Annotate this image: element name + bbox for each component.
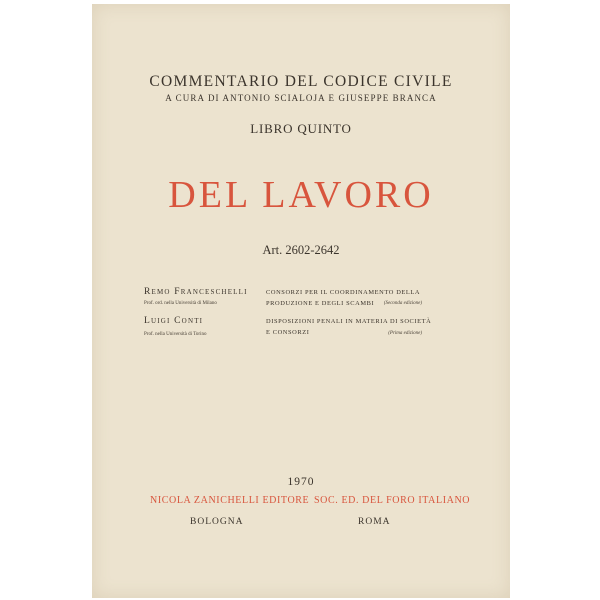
title-page <box>92 4 510 598</box>
publisher-city: BOLOGNA <box>190 517 244 527</box>
work-title-line: E CONSORZI <box>266 329 310 336</box>
edition-note: (Prima edizione) <box>388 331 422 336</box>
publisher-name: SOC. ED. DEL FORO ITALIANO <box>314 495 471 506</box>
article-range: Art. 2602-2642 <box>262 243 340 257</box>
series-editors: A CURA DI ANTONIO SCIALOJA E GIUSEPPE BRANCA <box>165 93 437 103</box>
author-affiliation: Prof. nella Università di Torino <box>144 332 207 337</box>
publisher-name: NICOLA ZANICHELLI EDITORE <box>150 495 310 506</box>
publisher-city: ROMA <box>358 517 391 527</box>
work-title-line: DISPOSIZIONI PENALI IN MATERIA DI SOCIETÀ <box>266 318 432 325</box>
work-title-line: CONSORZI PER IL COORDINAMENTO DELLA <box>266 289 421 296</box>
work-title-line: PRODUZIONE E DEGLI SCAMBI <box>266 300 375 307</box>
author-affiliation: Prof. ord. nella Università di Milano <box>144 301 217 306</box>
book-number: LIBRO QUINTO <box>250 121 352 136</box>
publication-year: 1970 <box>287 476 315 488</box>
edition-note: (Seconda edizione) <box>383 301 422 306</box>
author-name: Luigi Conti <box>144 316 204 326</box>
author-name: Remo Franceschelli <box>144 287 248 297</box>
series-title: COMMENTARIO DEL CODICE CIVILE <box>149 73 453 90</box>
main-title: DEL LAVORO <box>168 174 434 216</box>
